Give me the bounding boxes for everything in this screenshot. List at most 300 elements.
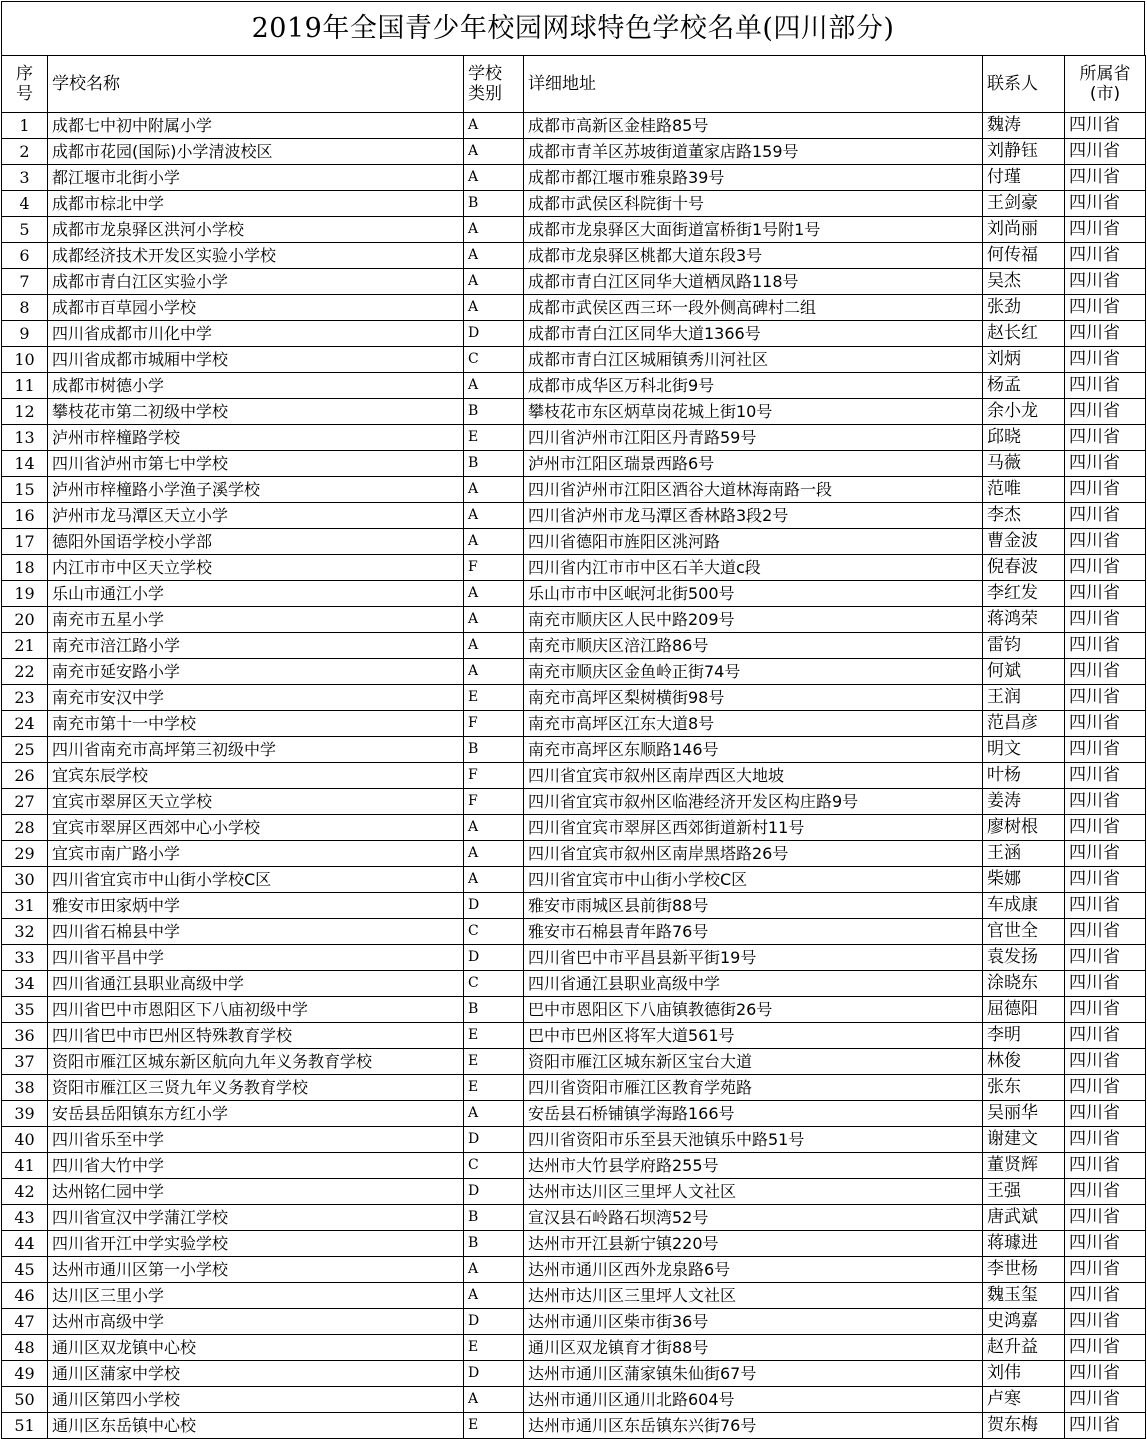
cell-type: E [464, 1075, 524, 1101]
cell-contact: 明文 [983, 737, 1065, 763]
cell-type: A [464, 1283, 524, 1309]
cell-no: 23 [2, 685, 48, 711]
cell-school: 都江堰市北街小学 [48, 165, 464, 191]
cell-contact: 董贤辉 [983, 1153, 1065, 1179]
cell-contact: 刘炳 [983, 347, 1065, 373]
cell-no: 35 [2, 997, 48, 1023]
cell-address: 达州市达川区三里坪人文社区 [524, 1283, 983, 1309]
cell-no: 29 [2, 841, 48, 867]
table-row [2, 1283, 1146, 1309]
cell-province: 四川省 [1065, 867, 1146, 893]
cell-province: 四川省 [1065, 633, 1146, 659]
cell-school: 成都市树德小学 [48, 373, 464, 399]
cell-no: 16 [2, 503, 48, 529]
cell-contact: 王剑豪 [983, 191, 1065, 217]
cell-no: 36 [2, 1023, 48, 1049]
cell-type: E [464, 425, 524, 451]
cell-contact: 吴杰 [983, 269, 1065, 295]
cell-province: 四川省 [1065, 451, 1146, 477]
cell-province: 四川省 [1065, 1231, 1146, 1257]
cell-school: 南充市安汉中学 [48, 685, 464, 711]
cell-no: 18 [2, 555, 48, 581]
cell-contact: 赵长红 [983, 321, 1065, 347]
cell-type: B [464, 1231, 524, 1257]
cell-province: 四川省 [1065, 789, 1146, 815]
cell-type: B [464, 399, 524, 425]
table-row [2, 919, 1146, 945]
cell-type: D [464, 1179, 524, 1205]
cell-contact: 张劲 [983, 295, 1065, 321]
cell-type: A [464, 581, 524, 607]
cell-province: 四川省 [1065, 425, 1146, 451]
cell-no: 32 [2, 919, 48, 945]
cell-contact: 魏玉玺 [983, 1283, 1065, 1309]
table-row [2, 815, 1146, 841]
school-table [1, 55, 1146, 1439]
cell-type: E [464, 1335, 524, 1361]
cell-address: 成都市都江堰市雅泉路39号 [524, 165, 983, 191]
cell-type: E [464, 1413, 524, 1439]
cell-address: 四川省德阳市旌阳区洮河路 [524, 529, 983, 555]
cell-no: 38 [2, 1075, 48, 1101]
table-row [2, 607, 1146, 633]
table-row [2, 737, 1146, 763]
table-row [2, 295, 1146, 321]
cell-type: B [464, 997, 524, 1023]
cell-contact: 李红发 [983, 581, 1065, 607]
cell-type: B [464, 737, 524, 763]
cell-no: 9 [2, 321, 48, 347]
spreadsheet [1, 1, 1145, 1439]
cell-address: 四川省泸州市江阳区丹青路59号 [524, 425, 983, 451]
cell-type: E [464, 1049, 524, 1075]
cell-no: 45 [2, 1257, 48, 1283]
cell-no: 20 [2, 607, 48, 633]
table-row [2, 191, 1146, 217]
cell-province: 四川省 [1065, 841, 1146, 867]
cell-school: 南充市延安路小学 [48, 659, 464, 685]
cell-address: 四川省宜宾市叙州区临港经济开发区构庄路9号 [524, 789, 983, 815]
cell-province: 四川省 [1065, 295, 1146, 321]
cell-province: 四川省 [1065, 1309, 1146, 1335]
cell-no: 39 [2, 1101, 48, 1127]
table-body [2, 113, 1146, 1439]
cell-no: 13 [2, 425, 48, 451]
table-row [2, 425, 1146, 451]
cell-address: 四川省巴中市平昌县新平街19号 [524, 945, 983, 971]
table-row [2, 503, 1146, 529]
cell-school: 达川区三里小学 [48, 1283, 464, 1309]
cell-school: 成都市龙泉驿区洪河小学校 [48, 217, 464, 243]
table-row [2, 1179, 1146, 1205]
table-row [2, 243, 1146, 269]
cell-no: 48 [2, 1335, 48, 1361]
cell-address: 南充市高坪区梨树横街98号 [524, 685, 983, 711]
table-row [2, 685, 1146, 711]
table-row [2, 867, 1146, 893]
cell-type: A [464, 373, 524, 399]
cell-no: 51 [2, 1413, 48, 1439]
cell-no: 7 [2, 269, 48, 295]
cell-no: 41 [2, 1153, 48, 1179]
table-row [2, 1127, 1146, 1153]
cell-contact: 李世杨 [983, 1257, 1065, 1283]
cell-type: A [464, 139, 524, 165]
cell-no: 31 [2, 893, 48, 919]
cell-type: F [464, 711, 524, 737]
cell-no: 17 [2, 529, 48, 555]
cell-province: 四川省 [1065, 919, 1146, 945]
table-row [2, 711, 1146, 737]
cell-no: 8 [2, 295, 48, 321]
cell-no: 12 [2, 399, 48, 425]
table-row [2, 399, 1146, 425]
cell-province: 四川省 [1065, 1023, 1146, 1049]
cell-address: 达州市通川区东岳镇东兴街76号 [524, 1413, 983, 1439]
cell-school: 南充市五星小学 [48, 607, 464, 633]
cell-no: 28 [2, 815, 48, 841]
cell-school: 成都七中初中附属小学 [48, 113, 464, 139]
cell-no: 25 [2, 737, 48, 763]
cell-province: 四川省 [1065, 113, 1146, 139]
cell-contact: 官世全 [983, 919, 1065, 945]
cell-address: 雅安市雨城区县前街88号 [524, 893, 983, 919]
cell-school: 四川省宣汉中学蒲江学校 [48, 1205, 464, 1231]
cell-address: 四川省内江市市中区石羊大道c段 [524, 555, 983, 581]
cell-type: A [464, 1257, 524, 1283]
table-row [2, 945, 1146, 971]
cell-contact: 卢寒 [983, 1387, 1065, 1413]
cell-school: 安岳县岳阳镇东方红小学 [48, 1101, 464, 1127]
cell-contact: 范昌彦 [983, 711, 1065, 737]
cell-no: 43 [2, 1205, 48, 1231]
cell-no: 2 [2, 139, 48, 165]
cell-province: 四川省 [1065, 1179, 1146, 1205]
cell-province: 四川省 [1065, 217, 1146, 243]
cell-province: 四川省 [1065, 269, 1146, 295]
cell-no: 40 [2, 1127, 48, 1153]
table-row [2, 113, 1146, 139]
cell-no: 27 [2, 789, 48, 815]
cell-type: C [464, 971, 524, 997]
cell-school: 四川省成都市城厢中学校 [48, 347, 464, 373]
cell-address: 达州市达川区三里坪人文社区 [524, 1179, 983, 1205]
cell-address: 安岳县石桥铺镇学海路166号 [524, 1101, 983, 1127]
cell-address: 四川省通江县职业高级中学 [524, 971, 983, 997]
table-row [2, 451, 1146, 477]
cell-address: 四川省泸州市龙马潭区香林路3段2号 [524, 503, 983, 529]
cell-address: 四川省宜宾市翠屏区西郊街道新村11号 [524, 815, 983, 841]
cell-province: 四川省 [1065, 945, 1146, 971]
cell-no: 26 [2, 763, 48, 789]
cell-no: 49 [2, 1361, 48, 1387]
cell-address: 成都市青白江区同华大道1366号 [524, 321, 983, 347]
cell-contact: 余小龙 [983, 399, 1065, 425]
cell-province: 四川省 [1065, 763, 1146, 789]
header-school: 学校名称 [48, 56, 464, 113]
cell-address: 成都市青白江区同华大道栖凤路118号 [524, 269, 983, 295]
cell-address: 南充市顺庆区人民中路209号 [524, 607, 983, 633]
table-row [2, 581, 1146, 607]
cell-contact: 叶杨 [983, 763, 1065, 789]
cell-province: 四川省 [1065, 139, 1146, 165]
cell-address: 达州市通川区蒲家镇朱仙街67号 [524, 1361, 983, 1387]
cell-school: 宜宾市翠屏区天立学校 [48, 789, 464, 815]
cell-address: 达州市大竹县学府路255号 [524, 1153, 983, 1179]
table-row [2, 763, 1146, 789]
table-row [2, 1153, 1146, 1179]
table-row [2, 1023, 1146, 1049]
cell-contact: 屈德阳 [983, 997, 1065, 1023]
cell-school: 南充市涪江路小学 [48, 633, 464, 659]
cell-province: 四川省 [1065, 737, 1146, 763]
cell-province: 四川省 [1065, 243, 1146, 269]
cell-contact: 李杰 [983, 503, 1065, 529]
cell-province: 四川省 [1065, 815, 1146, 841]
cell-contact: 蒋鸿荣 [983, 607, 1065, 633]
cell-school: 四川省宜宾市中山街小学校C区 [48, 867, 464, 893]
table-row [2, 1257, 1146, 1283]
table-row [2, 971, 1146, 997]
cell-address: 成都市成华区万科北街9号 [524, 373, 983, 399]
cell-address: 巴中市恩阳区下八庙镇教德街26号 [524, 997, 983, 1023]
cell-type: C [464, 347, 524, 373]
cell-province: 四川省 [1065, 191, 1146, 217]
cell-contact: 魏涛 [983, 113, 1065, 139]
cell-school: 泸州市梓橦路学校 [48, 425, 464, 451]
cell-address: 四川省资阳市雁江区教育学苑路 [524, 1075, 983, 1101]
cell-type: A [464, 477, 524, 503]
cell-type: E [464, 1023, 524, 1049]
cell-school: 通川区双龙镇中心校 [48, 1335, 464, 1361]
cell-school: 四川省巴中市巴州区特殊教育学校 [48, 1023, 464, 1049]
cell-type: D [464, 1309, 524, 1335]
cell-address: 南充市高坪区江东大道8号 [524, 711, 983, 737]
cell-contact: 蒋璩进 [983, 1231, 1065, 1257]
cell-school: 宜宾市翠屏区西郊中心小学校 [48, 815, 464, 841]
cell-school: 成都市花园(国际)小学清波校区 [48, 139, 464, 165]
cell-contact: 付瑾 [983, 165, 1065, 191]
cell-school: 乐山市通江小学 [48, 581, 464, 607]
cell-contact: 李明 [983, 1023, 1065, 1049]
cell-contact: 倪春波 [983, 555, 1065, 581]
cell-province: 四川省 [1065, 503, 1146, 529]
cell-type: A [464, 243, 524, 269]
cell-type: A [464, 841, 524, 867]
header-contact: 联系人 [983, 56, 1065, 113]
cell-province: 四川省 [1065, 529, 1146, 555]
table-row [2, 347, 1146, 373]
cell-school: 通川区第四小学校 [48, 1387, 464, 1413]
cell-type: D [464, 321, 524, 347]
cell-no: 22 [2, 659, 48, 685]
cell-province: 四川省 [1065, 321, 1146, 347]
table-row [2, 633, 1146, 659]
cell-type: A [464, 113, 524, 139]
cell-school: 德阳外国语学校小学部 [48, 529, 464, 555]
cell-address: 南充市顺庆区金鱼岭正街74号 [524, 659, 983, 685]
cell-school: 达州铭仁园中学 [48, 1179, 464, 1205]
cell-province: 四川省 [1065, 893, 1146, 919]
cell-type: A [464, 503, 524, 529]
cell-contact: 曹金波 [983, 529, 1065, 555]
table-row [2, 997, 1146, 1023]
cell-type: C [464, 919, 524, 945]
header-province: 所属省 (市) [1065, 56, 1146, 113]
cell-school: 资阳市雁江区城东新区航向九年义务教育学校 [48, 1049, 464, 1075]
cell-school: 四川省南充市高坪第三初级中学 [48, 737, 464, 763]
cell-address: 达州市通川区柴市街36号 [524, 1309, 983, 1335]
cell-school: 达州市高级中学 [48, 1309, 464, 1335]
cell-contact: 王润 [983, 685, 1065, 711]
cell-province: 四川省 [1065, 971, 1146, 997]
cell-type: B [464, 451, 524, 477]
cell-no: 34 [2, 971, 48, 997]
cell-no: 11 [2, 373, 48, 399]
header-address: 详细地址 [524, 56, 983, 113]
cell-province: 四川省 [1065, 711, 1146, 737]
table-row [2, 1075, 1146, 1101]
cell-no: 33 [2, 945, 48, 971]
table-row [2, 1335, 1146, 1361]
cell-contact: 吴丽华 [983, 1101, 1065, 1127]
cell-contact: 雷钧 [983, 633, 1065, 659]
cell-no: 47 [2, 1309, 48, 1335]
cell-contact: 贺东梅 [983, 1413, 1065, 1439]
table-row [2, 1231, 1146, 1257]
cell-contact: 范唯 [983, 477, 1065, 503]
table-row [2, 165, 1146, 191]
header-type: 学校 类别 [464, 56, 524, 113]
cell-school: 四川省巴中市恩阳区下八庙初级中学 [48, 997, 464, 1023]
table-row [2, 1049, 1146, 1075]
cell-type: A [464, 295, 524, 321]
cell-address: 成都市武侯区科院街十号 [524, 191, 983, 217]
cell-school: 四川省泸州市第七中学校 [48, 451, 464, 477]
table-row [2, 477, 1146, 503]
cell-province: 四川省 [1065, 1153, 1146, 1179]
cell-address: 达州市开江县新宁镇220号 [524, 1231, 983, 1257]
cell-province: 四川省 [1065, 685, 1146, 711]
header-no: 序 号 [2, 56, 48, 113]
cell-contact: 史鸿嘉 [983, 1309, 1065, 1335]
table-row [2, 1309, 1146, 1335]
cell-no: 15 [2, 477, 48, 503]
cell-type: A [464, 217, 524, 243]
cell-contact: 唐武斌 [983, 1205, 1065, 1231]
cell-no: 3 [2, 165, 48, 191]
cell-school: 四川省石棉县中学 [48, 919, 464, 945]
cell-contact: 姜涛 [983, 789, 1065, 815]
cell-contact: 杨孟 [983, 373, 1065, 399]
cell-no: 50 [2, 1387, 48, 1413]
cell-address: 四川省资阳市乐至县天池镇乐中路51号 [524, 1127, 983, 1153]
cell-province: 四川省 [1065, 607, 1146, 633]
cell-contact: 刘尚丽 [983, 217, 1065, 243]
cell-contact: 何传福 [983, 243, 1065, 269]
cell-type: D [464, 1127, 524, 1153]
cell-address: 攀枝花市东区炳草岗花城上街10号 [524, 399, 983, 425]
cell-contact: 谢建文 [983, 1127, 1065, 1153]
cell-type: A [464, 607, 524, 633]
cell-school: 通川区蒲家中学校 [48, 1361, 464, 1387]
table-row [2, 1387, 1146, 1413]
cell-type: A [464, 269, 524, 295]
cell-school: 宜宾东辰学校 [48, 763, 464, 789]
table-row [2, 1413, 1146, 1439]
table-row [2, 321, 1146, 347]
cell-contact: 王强 [983, 1179, 1065, 1205]
cell-type: A [464, 815, 524, 841]
table-row [2, 789, 1146, 815]
cell-type: F [464, 789, 524, 815]
cell-province: 四川省 [1065, 347, 1146, 373]
cell-province: 四川省 [1065, 997, 1146, 1023]
cell-no: 44 [2, 1231, 48, 1257]
cell-contact: 林俊 [983, 1049, 1065, 1075]
cell-type: A [464, 1387, 524, 1413]
cell-province: 四川省 [1065, 1413, 1146, 1439]
cell-type: B [464, 1205, 524, 1231]
cell-address: 乐山市市中区岷河北街500号 [524, 581, 983, 607]
cell-school: 四川省通江县职业高级中学 [48, 971, 464, 997]
cell-address: 成都市青白江区城厢镇秀川河社区 [524, 347, 983, 373]
cell-no: 24 [2, 711, 48, 737]
cell-address: 南充市顺庆区涪江路86号 [524, 633, 983, 659]
cell-address: 成都市高新区金桂路85号 [524, 113, 983, 139]
cell-type: A [464, 1101, 524, 1127]
table-row [2, 1361, 1146, 1387]
cell-contact: 邱晓 [983, 425, 1065, 451]
cell-province: 四川省 [1065, 1101, 1146, 1127]
cell-type: D [464, 945, 524, 971]
cell-contact: 何斌 [983, 659, 1065, 685]
cell-contact: 袁发扬 [983, 945, 1065, 971]
cell-contact: 赵升益 [983, 1335, 1065, 1361]
cell-province: 四川省 [1065, 1387, 1146, 1413]
cell-province: 四川省 [1065, 1205, 1146, 1231]
cell-province: 四川省 [1065, 555, 1146, 581]
cell-contact: 刘静钰 [983, 139, 1065, 165]
table-row [2, 555, 1146, 581]
table-row [2, 893, 1146, 919]
cell-address: 成都市龙泉驿区大面街道富桥街1号附1号 [524, 217, 983, 243]
table-row [2, 269, 1146, 295]
header-row [2, 56, 1146, 113]
cell-school: 成都市棕北中学 [48, 191, 464, 217]
cell-type: B [464, 191, 524, 217]
cell-address: 达州市通川区西外龙泉路6号 [524, 1257, 983, 1283]
cell-address: 雅安市石棉县青年路76号 [524, 919, 983, 945]
cell-school: 四川省开江中学实验学校 [48, 1231, 464, 1257]
cell-type: E [464, 685, 524, 711]
cell-province: 四川省 [1065, 1361, 1146, 1387]
cell-no: 46 [2, 1283, 48, 1309]
cell-province: 四川省 [1065, 1049, 1146, 1075]
cell-no: 42 [2, 1179, 48, 1205]
table-row [2, 1205, 1146, 1231]
cell-contact: 涂晓东 [983, 971, 1065, 997]
cell-address: 成都市龙泉驿区桃都大道东段3号 [524, 243, 983, 269]
cell-type: F [464, 555, 524, 581]
cell-no: 21 [2, 633, 48, 659]
table-row [2, 1101, 1146, 1127]
cell-contact: 刘伟 [983, 1361, 1065, 1387]
cell-no: 4 [2, 191, 48, 217]
table-row [2, 841, 1146, 867]
cell-type: D [464, 1361, 524, 1387]
cell-school: 达州市通川区第一小学校 [48, 1257, 464, 1283]
